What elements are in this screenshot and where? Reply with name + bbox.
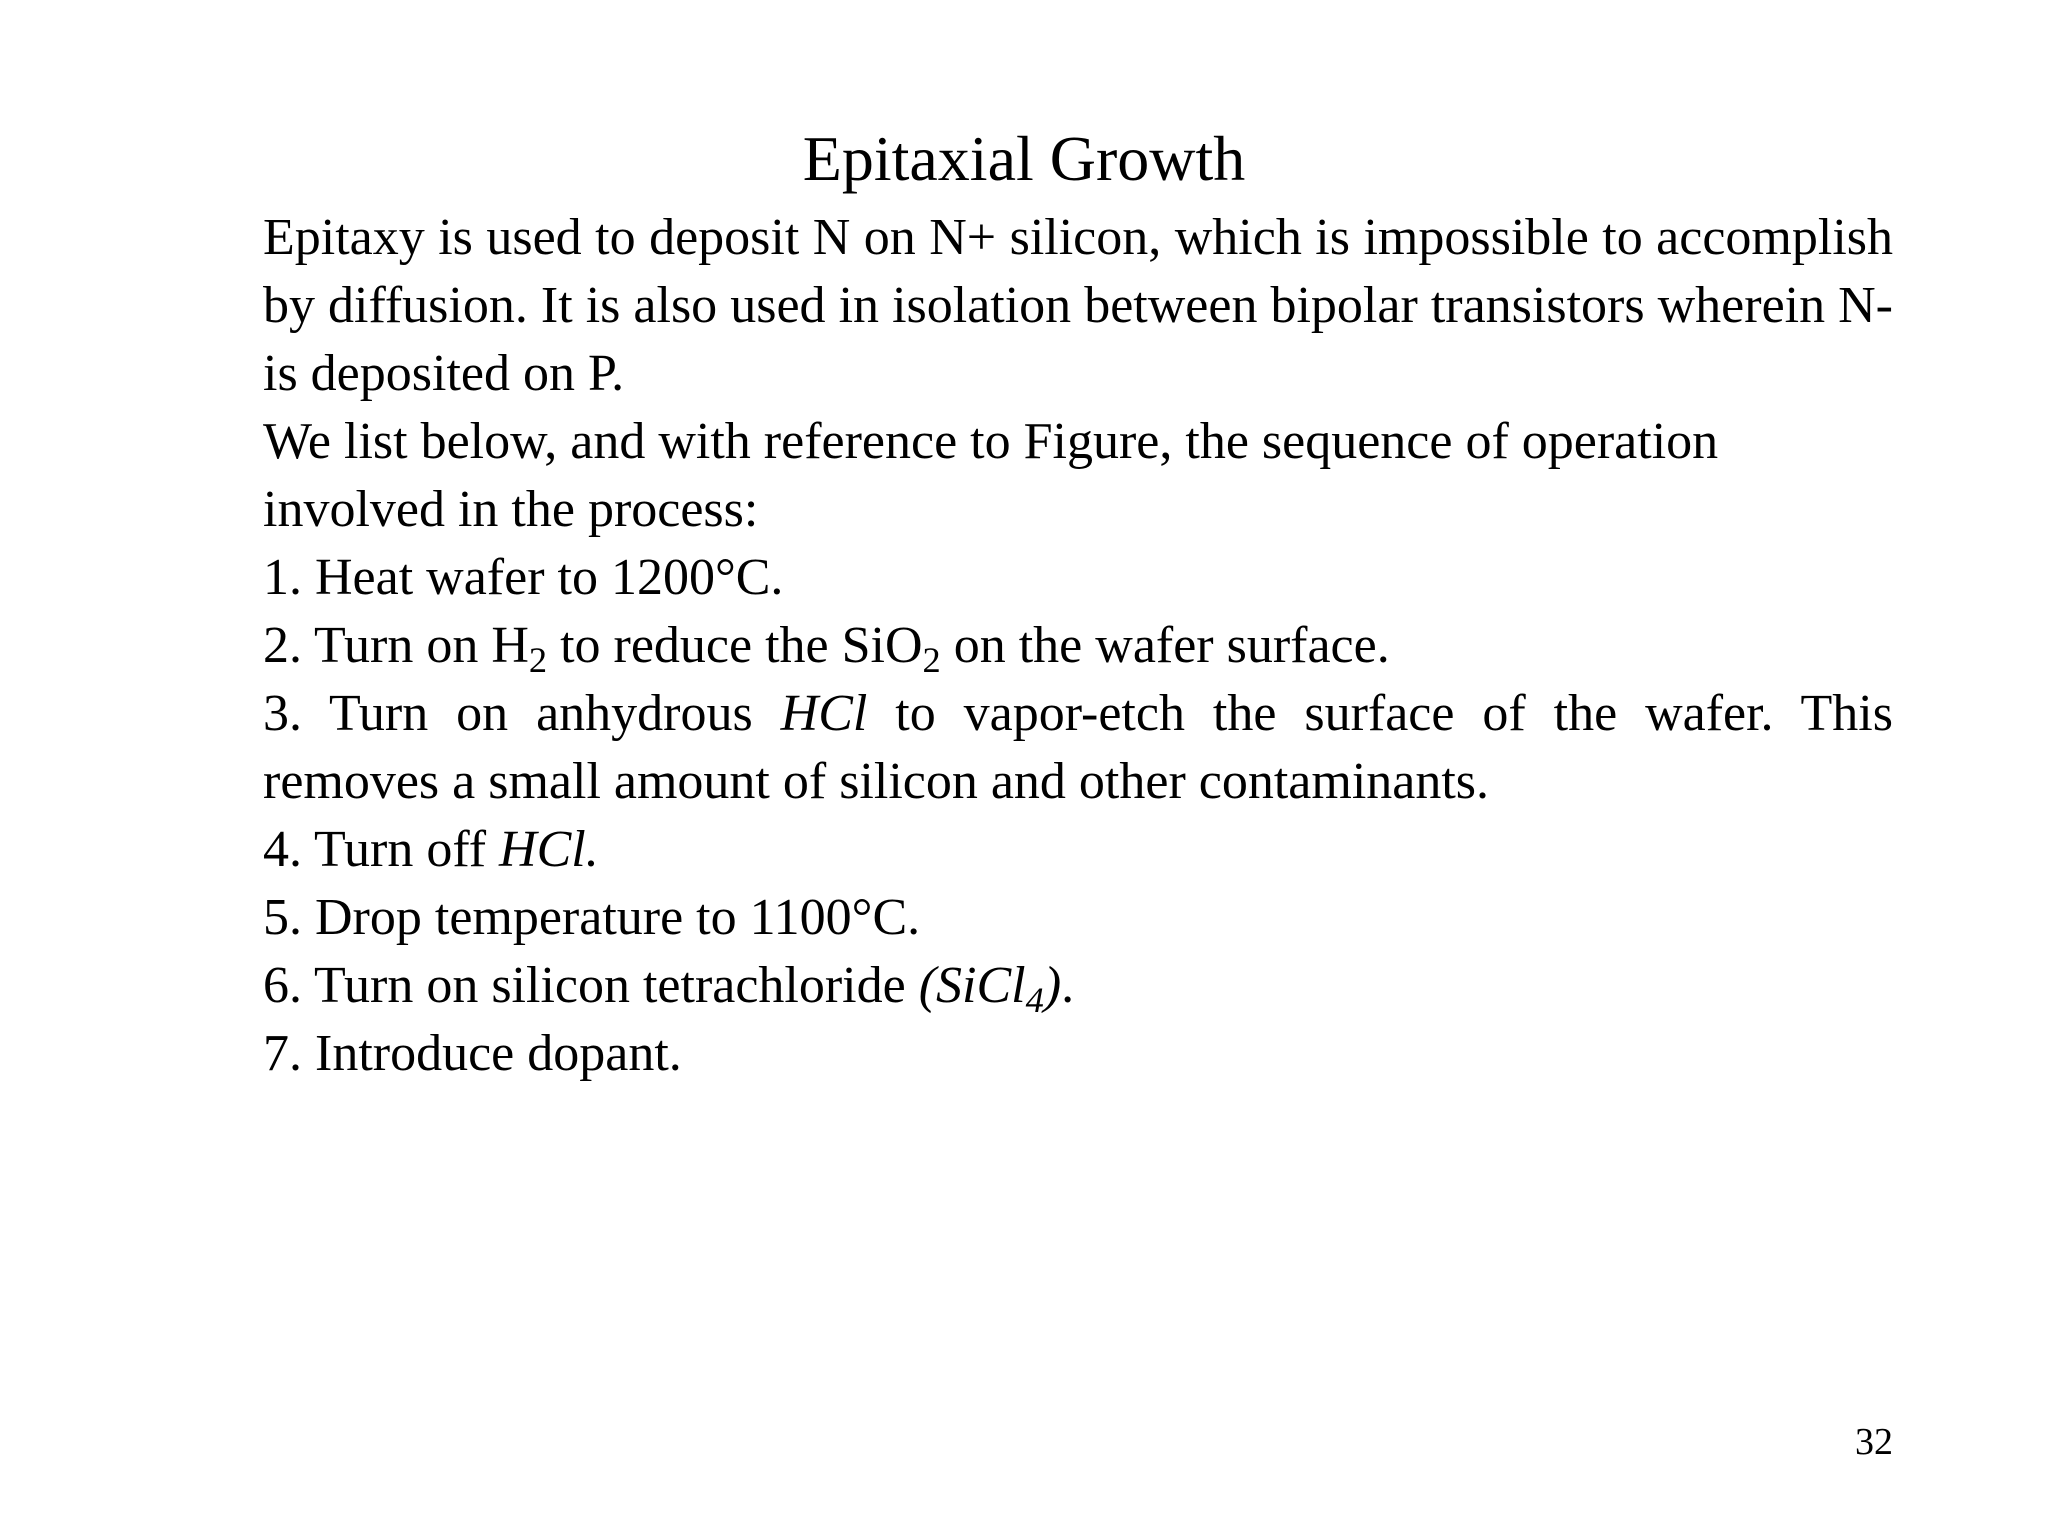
step-1: 1. Heat wafer to 1200°C. (263, 549, 784, 606)
step-6-text-a: 6. Turn on silicon tetrachloride (263, 957, 919, 1014)
step-2-subscript-a: 2 (528, 640, 548, 681)
slide-title: Epitaxial Growth (802, 123, 1246, 194)
intro-paragraph: Epitaxy is used to deposit N on N+ silicon, which is impossible to accomplish by diffusion. It is also used in isolation between bipolar transistors wherein N- is deposited on P. (263, 209, 1893, 402)
step-3-text-a: 3. Turn on anhydrous (263, 685, 781, 742)
step-2-text-b: to reduce the SiO (547, 617, 923, 674)
step-3-hcl: HCl (780, 685, 868, 742)
step-6-formula (918, 957, 1062, 1021)
lead-paragraph: We list below, and with reference to Figure, the sequence of operation involved in the process: (263, 413, 1719, 538)
step-6 (263, 952, 1893, 1020)
step-4-text-a: 4. Turn off (263, 821, 500, 878)
step-4 (263, 816, 1893, 884)
step-2-text-c: on the wafer surface. (940, 617, 1390, 674)
step-6-formula-text: (SiCl (918, 957, 1026, 1014)
step-6-formula-close: ) (1043, 957, 1062, 1014)
step-3 (263, 680, 1893, 816)
step-2-text-a: 2. Turn on H (263, 617, 529, 674)
step-2 (263, 612, 1893, 680)
step-2-subscript-b: 2 (922, 640, 941, 681)
step-4-hcl: HCl. (499, 821, 599, 878)
step-3-text-b: to vapor-etch the surface of the wafer. This removes a small amount of silicon and other contaminants. (263, 685, 1893, 810)
step-6-formula-subscript: 4 (1025, 980, 1044, 1021)
slide-body (263, 204, 1893, 1088)
step-5: 5. Drop temperature to 1100°C. (263, 889, 921, 946)
step-6-end: . (1061, 957, 1075, 1014)
step-7: 7. Introduce dopant. (263, 1025, 682, 1082)
page-number: 32 (1855, 1421, 1893, 1463)
